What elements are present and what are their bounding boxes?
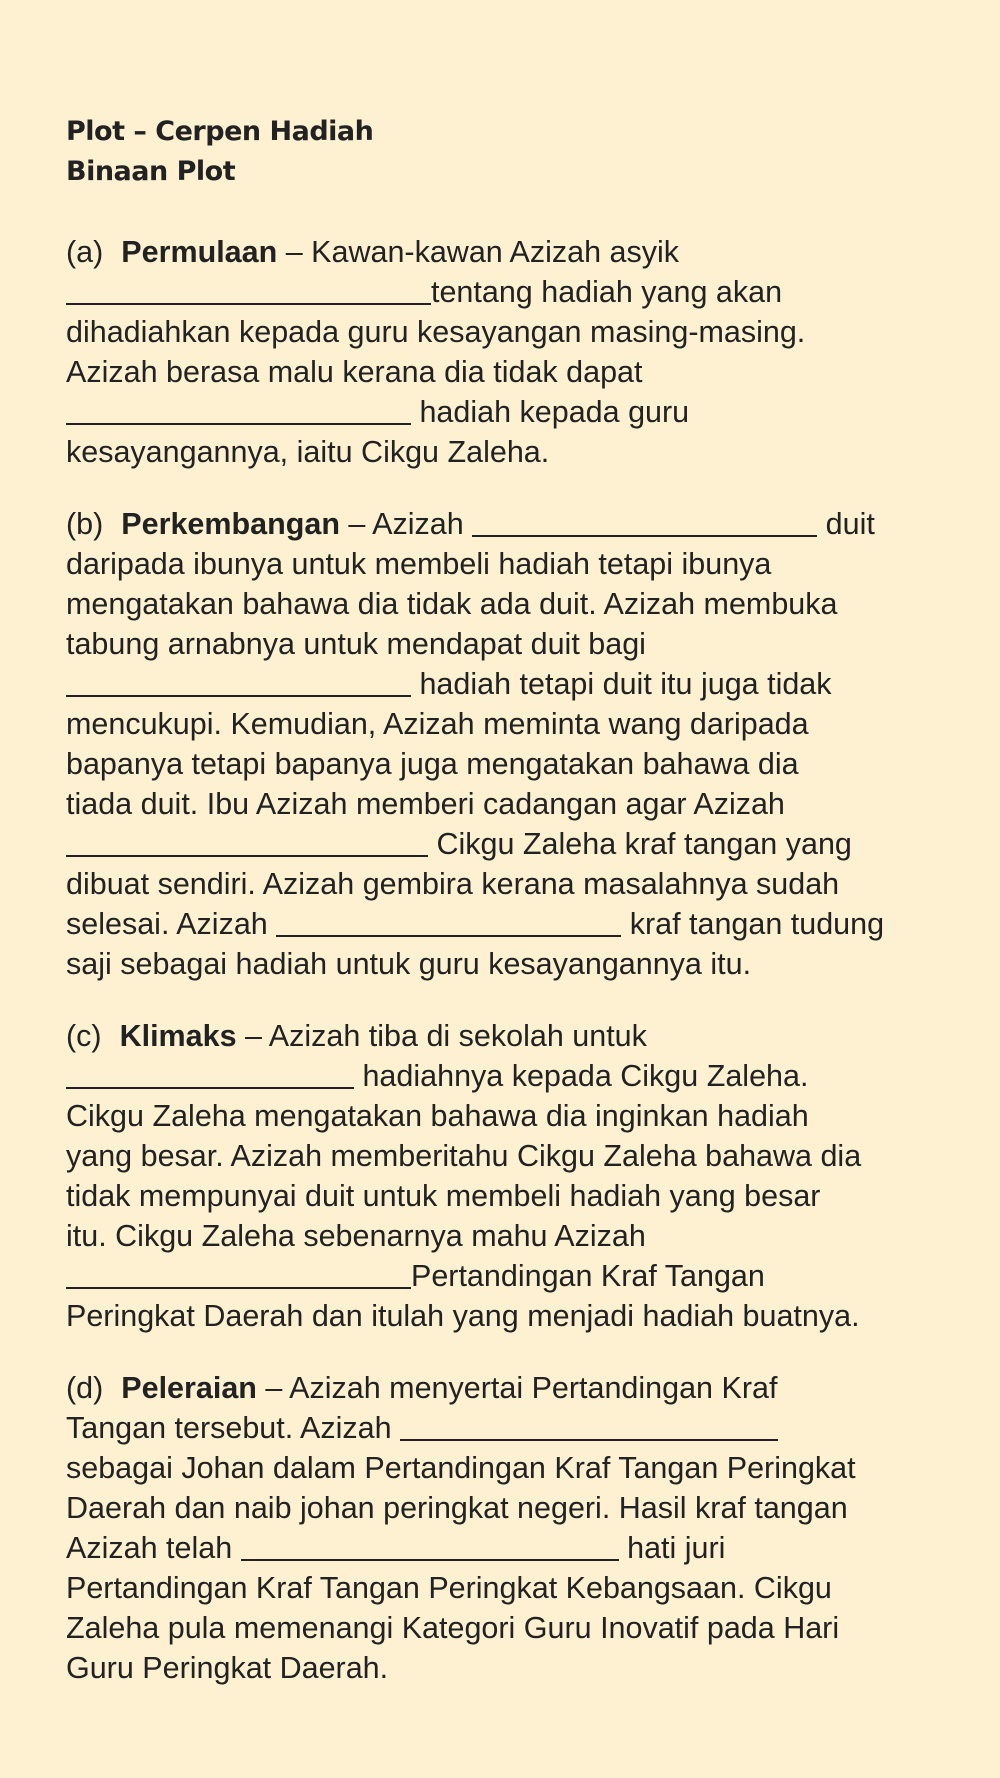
answer-blank-1[interactable] xyxy=(66,273,431,305)
answer-blank-4[interactable] xyxy=(66,665,411,697)
section-c: (c) Klimaks – Azizah tiba di sekolah untuk hadiahnya kepada Cikgu Zaleha. Cikgu Zaleha mengatakan bahawa dia inginkan hadiah yang besar. Azizah memberitahu Cikgu Zaleha bahawa dia tidak mempunyai duit untuk membeli hadiah yang besar itu. Cikgu Zaleha sebenarnya mahu Azizah Pertandingan Kraf Tangan Peringkat Daerah dan itulah yang menjadi hadiah buatnya. xyxy=(66,1019,862,1333)
section-c-label: (c) xyxy=(66,1019,102,1053)
answer-blank-5[interactable] xyxy=(66,825,428,857)
section-b-term: Perkembangan xyxy=(121,507,340,541)
section-a: (a) Permulaan – Kawan-kawan Azizah asyik tentang hadiah yang akan dihadiahkan kepada guru kesayangan masing-masing. Azizah berasa malu kerana dia tidak dapat hadiah kepada guru kesayangannya, iaitu Cikgu Zaleha. xyxy=(66,235,806,469)
section-a-term: Permulaan xyxy=(121,235,278,269)
answer-blank-8[interactable] xyxy=(66,1257,411,1289)
section-b-label: (b) xyxy=(66,507,104,541)
answer-blank-7[interactable] xyxy=(66,1057,354,1089)
answer-blank-10[interactable] xyxy=(241,1529,619,1561)
section-d-term: Peleraian xyxy=(121,1371,257,1405)
answer-blank-2[interactable] xyxy=(66,393,411,425)
section-c-term: Klimaks xyxy=(119,1019,237,1053)
answer-blank-9[interactable] xyxy=(400,1409,778,1441)
answer-blank-6[interactable] xyxy=(276,905,621,937)
section-a-label: (a) xyxy=(66,235,104,269)
page-title: Plot – Cerpen Hadiah xyxy=(66,116,374,147)
page-subtitle: Binaan Plot xyxy=(66,156,236,187)
worksheet xyxy=(66,112,966,1688)
section-d: (d) Peleraian – Azizah menyertai Pertandingan Kraf Tangan tersebut. Azizah sebagai Johan dalam Pertandingan Kraf Tangan Peringkat Daerah dan naib johan peringkat negeri. Hasil kraf tangan Azizah telah hati juri Pertandingan Kraf Tangan Peringkat Kebangsaan. Cikgu Zaleha pula memenangi Kategori Guru Inovatif pada Hari Guru Peringkat Daerah. xyxy=(66,1371,856,1685)
section-b: (b) Perkembangan – Azizah duit daripada ibunya untuk membeli hadiah tetapi ibunya mengatakan bahawa dia tidak ada duit. Azizah membuka tabung arnabnya untuk mendapat duit bagi hadiah tetapi duit itu juga tidak mencukupi. Kemudian, Azizah meminta wang daripada bapanya tetapi bapanya juga mengatakan bahawa dia tiada duit. Ibu Azizah memberi cadangan agar Azizah Cikgu Zaleha kraf tangan yang dibuat sendiri. Azizah gembira kerana masalahnya sudah selesai. Azizah kraf tangan tudung saji sebagai hadiah untuk guru kesayangannya itu. xyxy=(66,507,885,981)
worksheet-heading xyxy=(66,112,966,192)
section-d-label: (d) xyxy=(66,1371,104,1405)
plot-sections xyxy=(66,232,966,1688)
answer-blank-3[interactable] xyxy=(472,505,817,537)
